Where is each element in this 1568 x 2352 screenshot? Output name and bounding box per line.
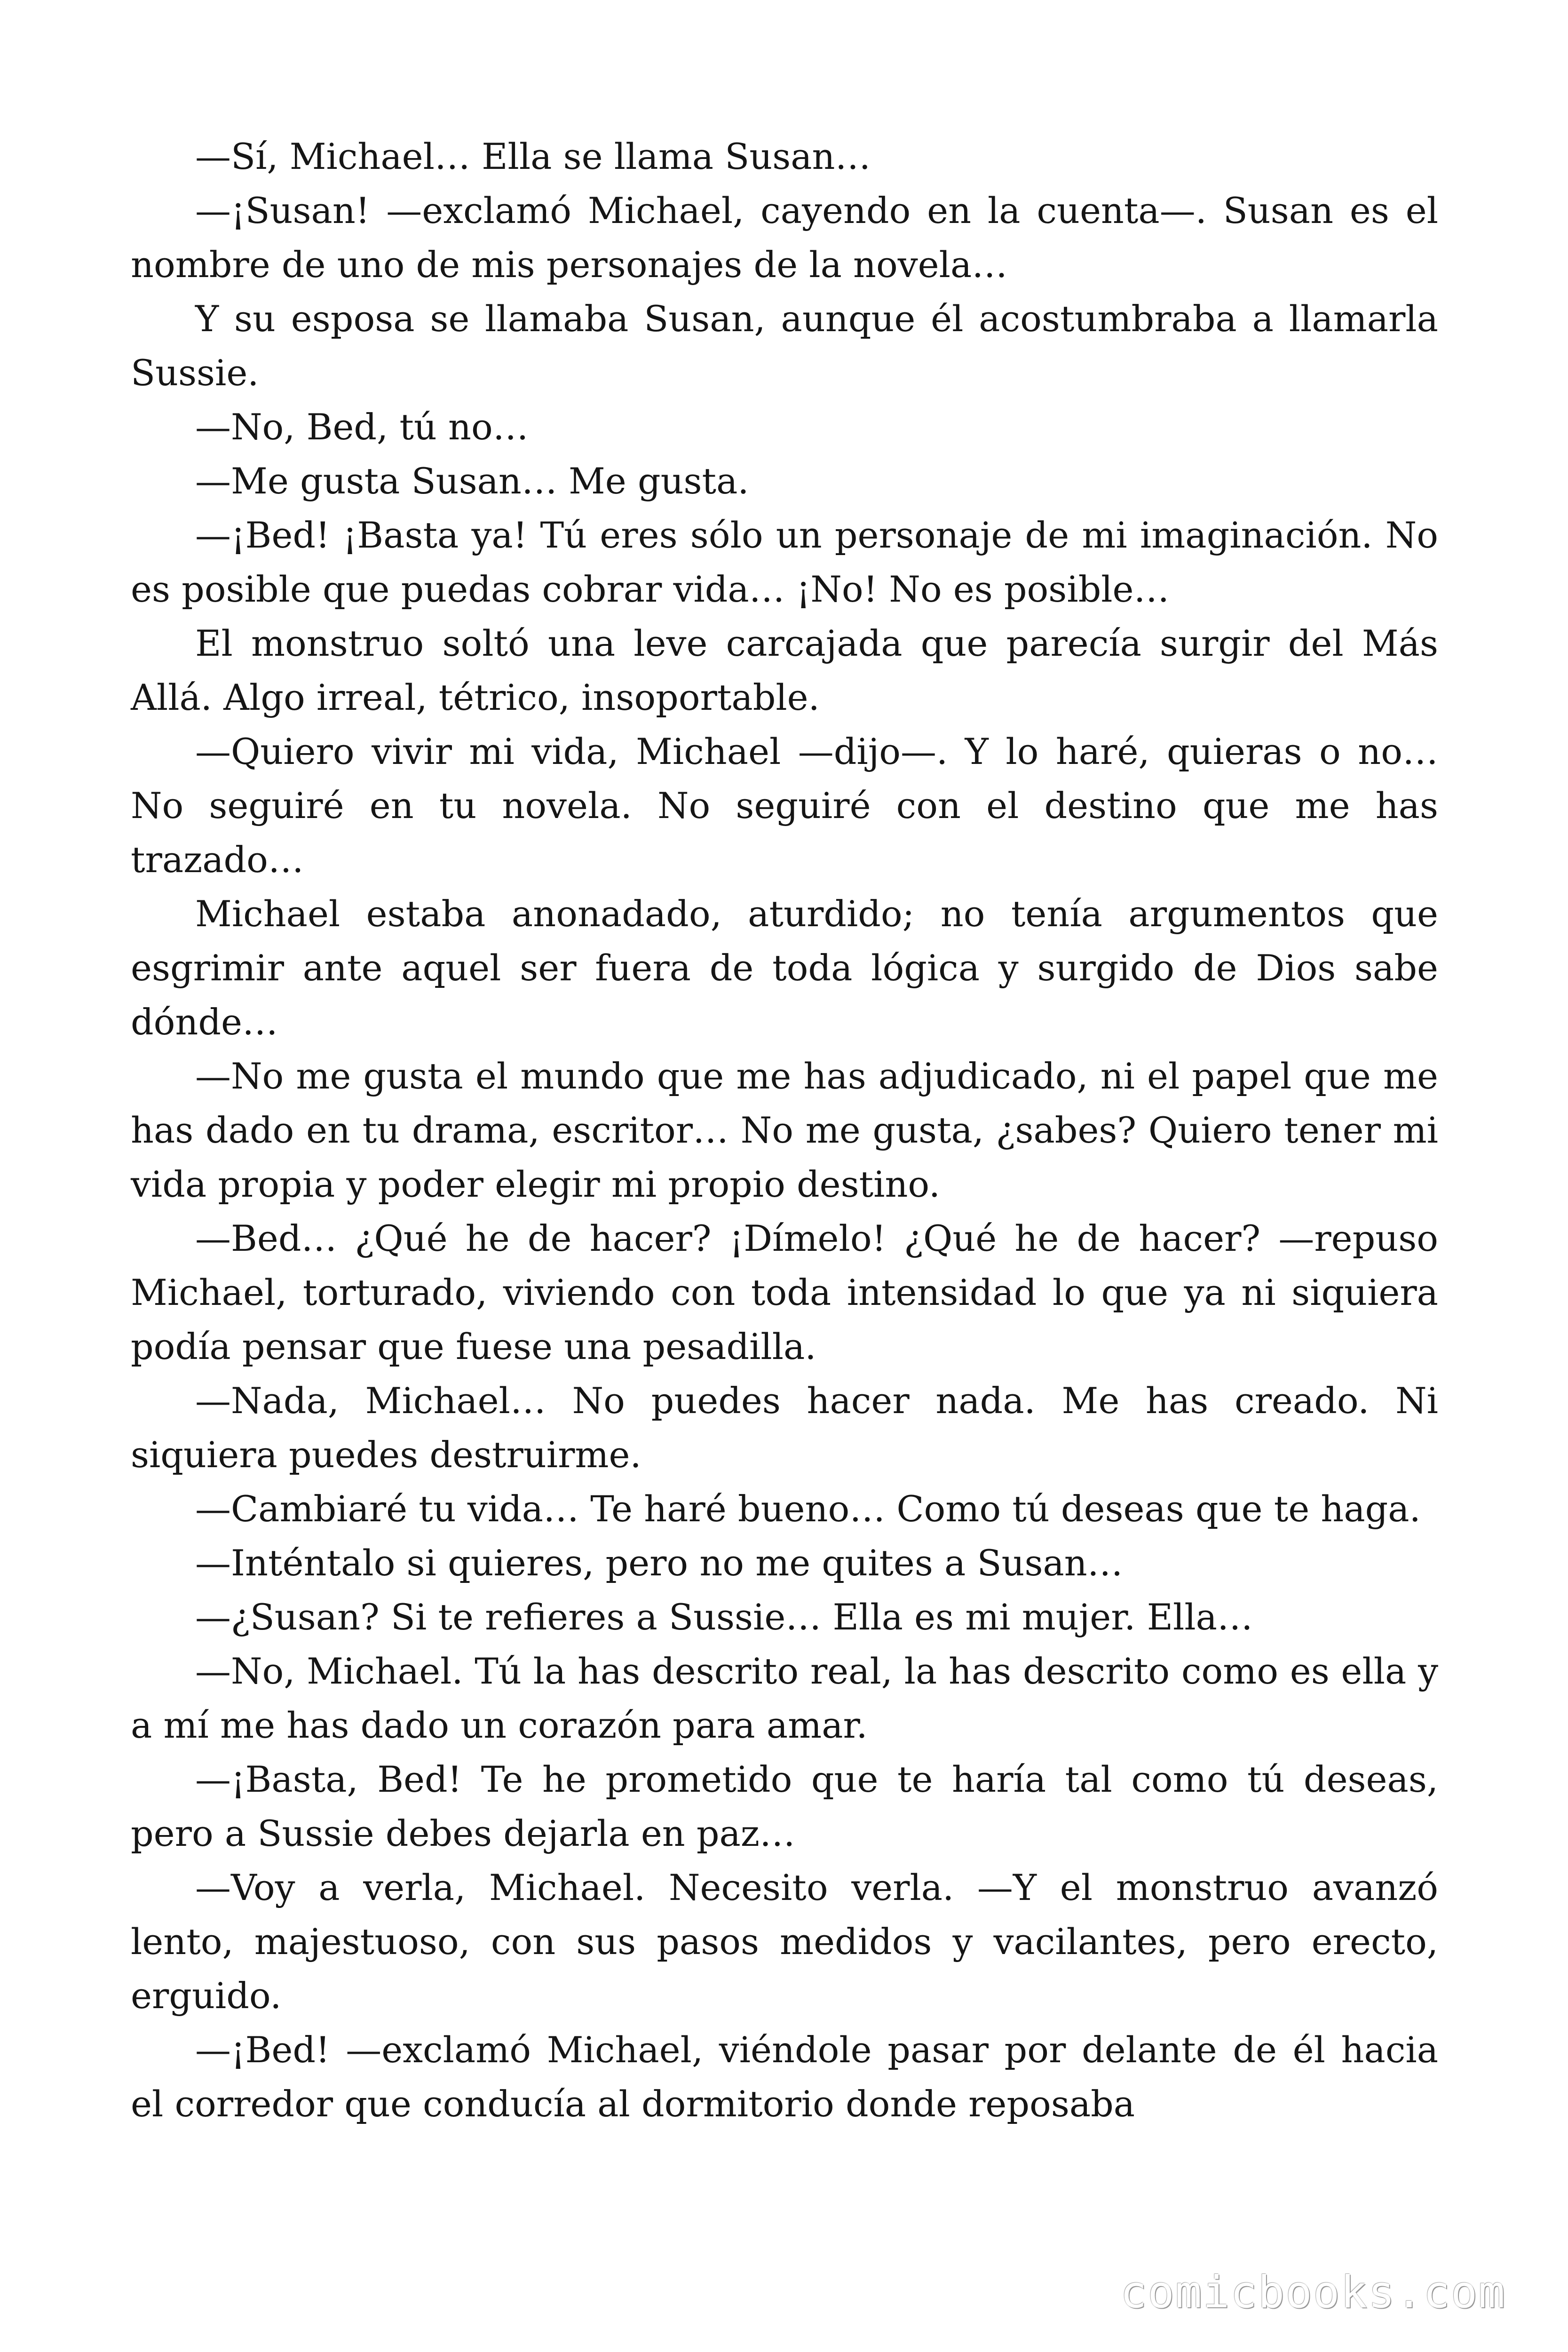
watermark-text: comicbooks.com	[1120, 2267, 1506, 2318]
paragraph-7: El monstruo soltó una leve carcajada que parecía surgir del Más Allá. Algo irreal, tétrico, insoportable.	[131, 622, 1438, 718]
paragraph-15: —¿Susan? Si te refieres a Sussie… Ella es mi mujer. Ella…	[195, 1596, 1253, 1638]
paragraph-18: —Voy a verla, Michael. Necesito verla. —Y el monstruo avanzó lento, majestuoso, con sus pasos medidos y vacilantes, pero erecto, erguido.	[131, 1867, 1438, 2017]
paragraph-6: —¡Bed! ¡Basta ya! Tú eres sólo un personaje de mi imaginación. No es posible que puedas cobrar vida… ¡No! No es posible…	[131, 514, 1438, 610]
paragraph-3: Y su esposa se llamaba Susan, aunque él acostumbraba a llamarla Sussie.	[131, 298, 1438, 394]
paragraph-12: —Nada, Michael… No puedes hacer nada. Me has creado. Ni siquiera puedes destruirme.	[131, 1380, 1438, 1476]
paragraph-11: —Bed… ¿Qué he de hacer? ¡Dímelo! ¿Qué he de hacer? —repuso Michael, torturado, viviendo con toda intensidad lo que ya ni siquiera podía pensar que fuese una pesadilla.	[131, 1217, 1438, 1367]
paragraph-8: —Quiero vivir mi vida, Michael —dijo—. Y lo haré, quieras o no… No seguiré en tu novela. No seguiré con el destino que me has trazado…	[131, 731, 1438, 881]
paragraph-19: —¡Bed! —exclamó Michael, viéndole pasar por delante de él hacia el corredor que conducía al dormitorio donde reposaba	[131, 2029, 1438, 2125]
paragraph-17: —¡Basta, Bed! Te he prometido que te haría tal como tú deseas, pero a Sussie debes dejarla en paz…	[131, 1758, 1438, 1854]
paragraph-16: —No, Michael. Tú la has descrito real, la has descrito como es ella y a mí me has dado un corazón para amar.	[131, 1650, 1438, 1746]
paragraph-5: —Me gusta Susan… Me gusta.	[195, 460, 749, 502]
paragraph-10: —No me gusta el mundo que me has adjudicado, ni el papel que me has dado en tu drama, escritor… No me gusta, ¿sabes? Quiero tener mi vida propia y poder elegir mi propio destino.	[131, 1055, 1438, 1205]
paragraph-14: —Inténtalo si quieres, pero no me quites a Susan…	[195, 1542, 1123, 1584]
book-page-text	[131, 129, 1438, 2131]
paragraph-4: —No, Bed, tú no…	[195, 406, 529, 448]
paragraph-2: —¡Susan! —exclamó Michael, cayendo en la cuenta—. Susan es el nombre de uno de mis personajes de la novela…	[131, 190, 1438, 286]
paragraph-9: Michael estaba anonadado, aturdido; no tenía argumentos que esgrimir ante aquel ser fuera de toda lógica y surgido de Dios sabe dónde…	[131, 893, 1438, 1043]
paragraph-1: —Sí, Michael… Ella se llama Susan…	[195, 135, 871, 177]
paragraph-13: —Cambiaré tu vida… Te haré bueno… Como tú deseas que te haga.	[195, 1488, 1421, 1530]
